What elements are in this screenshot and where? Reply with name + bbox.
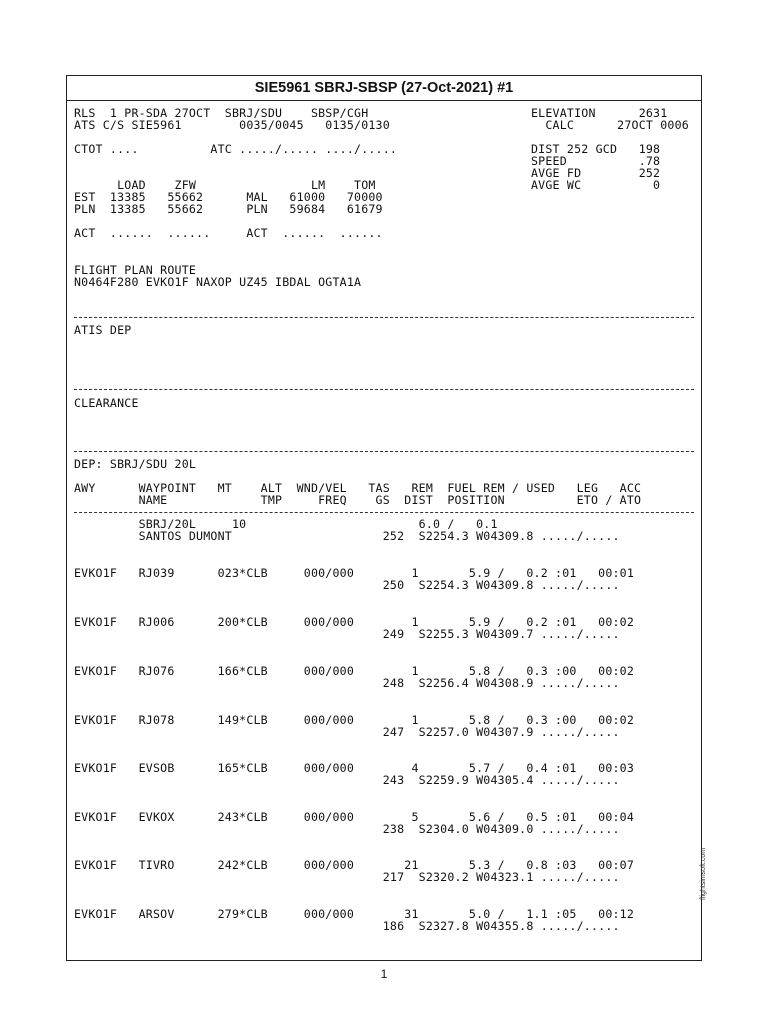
waypoint-row-line1: EVKO1F RJ006 200*CLB 000/000 1 5.9 / 0.2 :01 00:02 (74, 615, 635, 629)
avge-wc-line: AVGE WC 0 (531, 178, 661, 192)
route-label: FLIGHT PLAN ROUTE (74, 263, 197, 277)
elevation-line: ELEVATION 2631 (531, 106, 668, 120)
watermark-text: flightsimsoft.com (700, 847, 707, 900)
waypoint-row-line1: EVKO1F ARSOV 279*CLB 000/000 31 5.0 / 1.1 :05 00:12 (74, 907, 635, 921)
column-headers-row1: AWY WAYPOINT MT ALT WND/VEL TAS REM FUEL REM / USED LEG ACC (74, 481, 642, 495)
divider (74, 512, 694, 513)
waypoint-row-line1: EVKO1F RJ078 149*CLB 000/000 1 5.8 / 0.3 :00 00:02 (74, 713, 635, 727)
page-number: 1 (380, 967, 388, 981)
calc-line: CALC 27OCT 0006 (531, 118, 689, 132)
waypoint-row-line2: SANTOS DUMONT 252 S2254.3 W04309.8 ...../..... (74, 529, 620, 543)
waypoint-row-line1: EVKO1F RJ039 023*CLB 000/000 1 5.9 / 0.2 :01 00:01 (74, 566, 635, 580)
waypoint-row-line1: EVKO1F TIVRO 242*CLB 000/000 21 5.3 / 0.8 :03 00:07 (74, 858, 635, 872)
atis-dep-section: ATIS DEP (74, 323, 132, 337)
waypoint-row-line2: 238 S2304.0 W04309.0 ...../..... (74, 822, 620, 836)
speed-line: SPEED .78 (531, 154, 661, 168)
waypoint-row-line1: EVKO1F EVKOX 243*CLB 000/000 5 5.6 / 0.5 :01 00:04 (74, 810, 635, 824)
divider (74, 389, 694, 390)
distance-line: DIST 252 GCD 198 (531, 142, 661, 156)
waypoint-row-line2: 217 S2320.2 W04323.1 ...../..... (74, 870, 620, 884)
weights-header: LOAD ZFW LM TOM (74, 178, 376, 192)
waypoint-row-line1: SBRJ/20L 10 6.0 / 0.1 (74, 517, 498, 531)
route-text: N0464F280 EVKO1F NAXOP UZ45 IBDAL OGTA1A (74, 275, 362, 289)
rls-line: RLS 1 PR-SDA 27OCT SBRJ/SDU SBSP/CGH (74, 106, 369, 120)
waypoint-row-line2: 250 S2254.3 W04309.8 ...../..... (74, 578, 620, 592)
waypoint-row-line2: 243 S2259.9 W04305.4 ...../..... (74, 773, 620, 787)
ctot-line: CTOT .... ATC ...../..... ..../..... (74, 142, 398, 156)
flight-plan-title: SIE5961 SBRJ-SBSP (27-Oct-2021) #1 (67, 76, 701, 101)
ats-callsign-line: ATS C/S SIE5961 0035/0045 0135/0130 (74, 118, 390, 132)
avge-fd-line: AVGE FD 252 (531, 166, 661, 180)
waypoint-row-line2: 186 S2327.8 W04355.8 ...../..... (74, 919, 620, 933)
weights-est-row: EST 13385 55662 MAL 61000 70000 (74, 190, 383, 204)
flight-plan-page (66, 75, 702, 961)
waypoint-row-line2: 249 S2255.3 W04309.7 ...../..... (74, 627, 620, 641)
clearance-section: CLEARANCE (74, 396, 139, 410)
waypoint-row-line2: 247 S2257.0 W04307.9 ...../..... (74, 725, 620, 739)
weights-pln-row: PLN 13385 55662 PLN 59684 61679 (74, 202, 383, 216)
divider (74, 451, 694, 452)
column-headers-row2: NAME TMP FREQ GS DIST POSITION ETO / ATO (74, 493, 642, 507)
weights-act-row: ACT ...... ...... ACT ...... ...... (74, 226, 383, 240)
waypoint-row-line1: EVKO1F EVSOB 165*CLB 000/000 4 5.7 / 0.4 :01 00:03 (74, 761, 635, 775)
waypoint-row-line1: EVKO1F RJ076 166*CLB 000/000 1 5.8 / 0.3 :00 00:02 (74, 664, 635, 678)
waypoint-row-line2: 248 S2256.4 W04308.9 ...../..... (74, 676, 620, 690)
departure-line: DEP: SBRJ/SDU 20L (74, 457, 197, 471)
divider (74, 317, 694, 318)
